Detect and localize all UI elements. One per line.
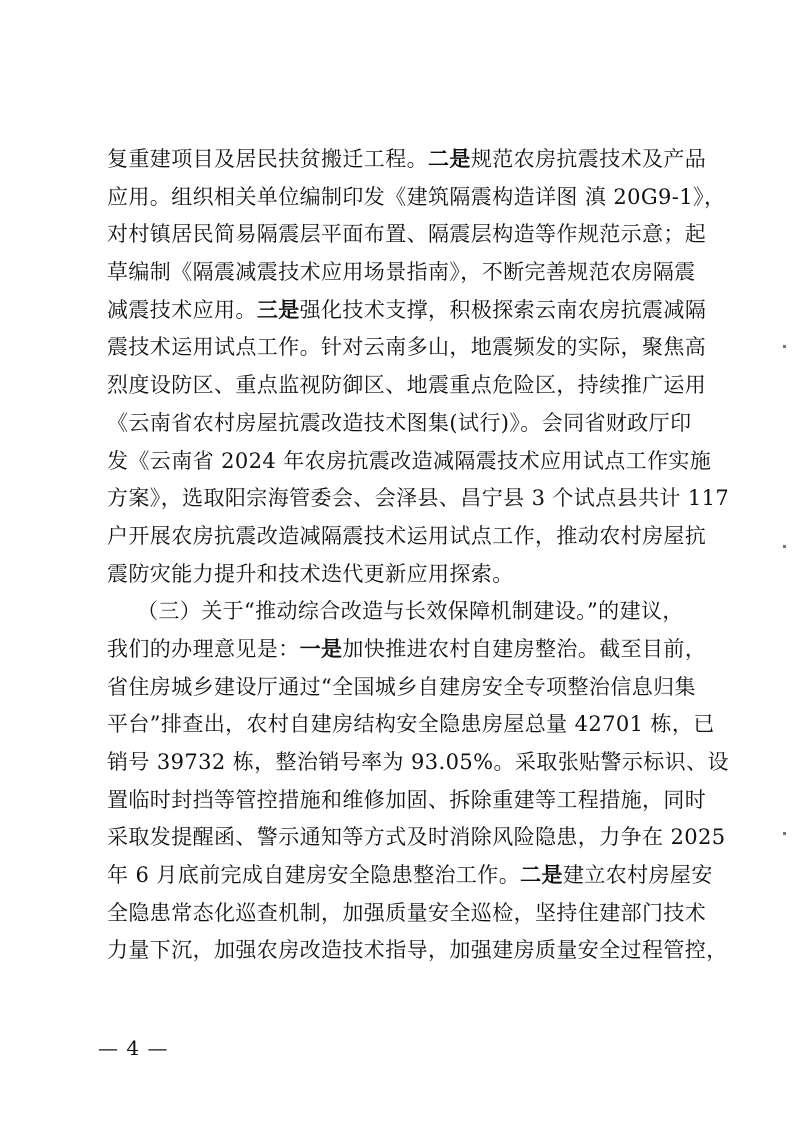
text-line	[107, 405, 707, 443]
text-run: 建立农村房屋安	[562, 863, 713, 888]
text-line	[107, 480, 730, 518]
text-run: 震技术运用试点工作。针对云南多山，地震频发的实际，聚焦高	[107, 335, 707, 360]
edge-mark	[783, 345, 786, 348]
text-line	[107, 744, 729, 782]
text-line	[107, 329, 707, 367]
text-run: 烈度设防区、重点监视防御区、地震重点危险区，持续推广运用	[107, 373, 707, 398]
text-run: 减震技术应用。	[107, 297, 257, 322]
text-run: 方案》，选取阳宗海管委会、会泽县、昌宁县 3 个试点县共计 117	[107, 486, 730, 511]
edge-mark	[783, 545, 786, 548]
text-run: 户开展农房抗震改造减隔震技术运用试点工作，推动农村房屋抗	[107, 523, 707, 548]
text-run: 草编制《隔震减震技术应用场景指南》，不断完善规范农房隔震	[107, 260, 696, 285]
text-line	[107, 895, 707, 933]
text-line	[107, 669, 707, 707]
text-run: 平台”排查出，农村自建房结构安全隐患房屋总量 42701 栋，已	[107, 712, 715, 737]
text-run: 震防灾能力提升和技术迭代更新应用探索。	[107, 561, 514, 586]
text-run: 对村镇居民简易隔震层平面布置、隔震层构造等作规范示意；起	[107, 222, 707, 247]
text-run: 我们的办理意见是：	[107, 636, 300, 661]
text-line	[107, 443, 712, 481]
text-run: 力量下沉，加强农房改造技术指导，加强建房质量安全过程管控，	[107, 938, 728, 963]
text-line	[107, 932, 728, 970]
text-line	[107, 857, 713, 895]
text-line	[107, 706, 715, 744]
text-run: 加快推进农村自建房整治。截至目前，	[342, 636, 707, 661]
text-run: 省住房城乡建设厅通过“全国城乡自建房安全专项整治信息归集	[107, 674, 696, 699]
text-line	[107, 819, 726, 857]
text-run: （三）关于“推动综合改造与长效保障机制建设。”的建议，	[137, 599, 684, 624]
text-run: 《云南省农村房屋抗震改造技术图集(试行)》。会同省财政厅印	[107, 410, 692, 435]
text-line	[107, 179, 726, 217]
text-line	[107, 216, 707, 254]
text-run: 应用。组织相关单位编制印发《建筑隔震构造详图 滇 20G9-1》，	[107, 184, 726, 209]
body-text	[107, 141, 730, 970]
text-run: 发《云南省 2024 年农房抗震改造减隔震技术应用试点工作实施	[107, 448, 712, 473]
page-number: — 4 —	[98, 1036, 169, 1060]
emphasis-text: 二是	[428, 147, 471, 171]
emphasis-text: 三是	[256, 297, 300, 322]
text-line	[107, 518, 707, 556]
text-run: 复重建项目及居民扶贫搬迁工程。	[107, 147, 428, 171]
emphasis-text: 一是	[299, 636, 343, 661]
text-line	[107, 593, 707, 631]
text-line	[107, 367, 707, 405]
text-run: 强化技术支撑，积极探索云南农房抗震减隔	[299, 297, 707, 322]
text-run: 销号 39732 栋，整治销号率为 93.05%。采取张贴警示标识、设	[107, 750, 729, 774]
text-run: 年 6 月底前完成自建房安全隐患整治工作。	[107, 863, 521, 888]
text-line	[107, 782, 707, 820]
text-run: 规范农房抗震技术及产品	[470, 147, 707, 171]
text-run: 全隐患常态化巡查机制，加强质量安全巡检，坚持住建部门技术	[107, 900, 707, 925]
text-line	[107, 556, 707, 594]
text-run: 置临时封挡等管控措施和维修加固、拆除重建等工程措施，同时	[107, 787, 707, 812]
text-line	[107, 631, 707, 669]
text-run: 采取发提醒函、警示通知等方式及时消除风险隐患，力争在 2025	[107, 825, 726, 850]
text-line	[107, 292, 707, 330]
emphasis-text: 二是	[520, 863, 563, 888]
text-line	[107, 254, 707, 292]
text-line	[107, 141, 707, 179]
edge-mark	[783, 832, 786, 835]
